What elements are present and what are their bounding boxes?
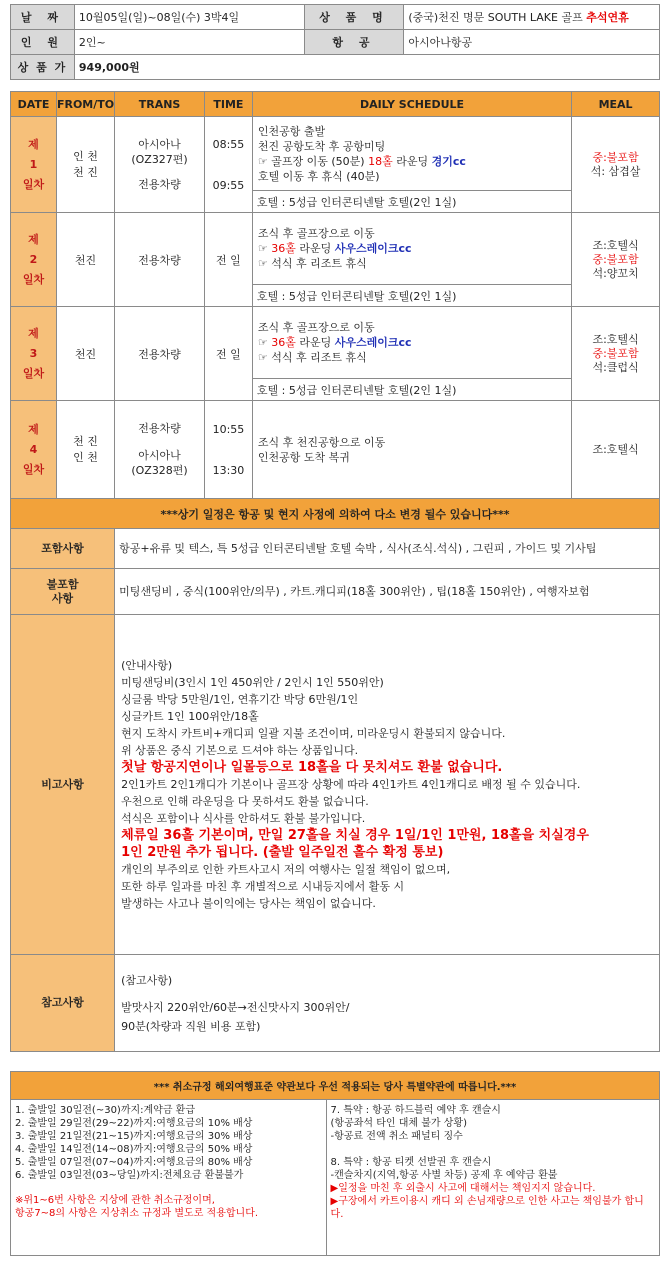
price-value: 949,000원 — [74, 55, 659, 80]
cancellation-table — [10, 1071, 660, 1256]
cancel-body-row — [11, 1100, 660, 1256]
date-value: 10월05일(일)~08일(수) 3박4일 — [74, 5, 304, 30]
col-time: TIME — [204, 92, 252, 117]
day4-label: 제 4 일차 — [11, 401, 57, 499]
people-value: 2인~ — [74, 30, 304, 55]
day4-from-to: 천 진 인 천 — [56, 401, 114, 499]
day1-row — [11, 117, 660, 191]
cancel-right-note-1: ▶일정을 마친 후 외출시 사고에 대해서는 책임지지 않습니다. — [330, 1183, 596, 1194]
includes-text: 항공+유류 및 텍스, 특 5성급 인터콘티넨탈 호텔 숙박 , 식사(조식.석식) , 그린피 , 가이드 및 기사팁 — [115, 529, 660, 569]
day3-label: 제 3 일차 — [11, 307, 57, 401]
day3-meal: 조:호텔식 중:불포함 석:클럽식 — [572, 307, 660, 401]
reference-label: 참고사항 — [11, 955, 115, 1052]
schedule-notice: ***상기 일정은 항공 및 현지 사정에 의하여 다소 변경 될수 있습니다*** — [11, 499, 660, 529]
day1-schedule: 인천공항 출발 천진 공항도착 후 공항미팅 ☞ 골프장 이동 (50분) 18홀 라운딩 경기cc 호텔 이동 후 휴식 (40분) — [252, 117, 571, 191]
day2-from-to: 천진 — [56, 213, 114, 307]
day3-time: 전 일 — [204, 307, 252, 401]
day1-time: 08:55 09:55 — [204, 117, 252, 213]
remarks-text: (안내사항) 미팅샌딩비(3인시 1인 450위안 / 2인시 1인 550위안) 싱글룸 박당 5만원/1인, 연휴기간 박당 6만원/1인 싱글카트 1인 100위안/18홀 현지 도착시 카트비+캐디피 일괄 지불 조건이며, 미라운딩시 환불되지 않습니다. 위 상품은 중식 기본으로 드셔야 하는 상품입니다. 첫날 항공지연이나 일몰등으로 18홀을 다 못치셔도 환불 없습니다. 2인1카트 2인1캐디가 기본이나 골프장 상황에 따라 4인1카트 4인1캐디로 배정 될 수 있습니다. 우천으로 인해 라운딩을 다 못하셔도 환불 없습니다. 석식은 포함이나 식사를 안하셔도 환불 불가입니다. 체류일 36홀 기본이며, 만일 27홀을 치실 경우 1일/1인 1만원, 18홀을 치실경우 1인 2만원 추가 됩니다. (출발 일주일전 홀수 확정 통보) 개인의 부주의로 인한 카트사고시 저의 여행사는 일절 책임이 없으며, 또한 하루 일과를 마친 후 개별적으로 시내등지에서 활동 시 발생하는 사고나 불이익에는 당사는 책임이 없습니다. — [115, 615, 660, 955]
cancel-left: 1. 출발일 30일전(~30)까지:계약금 환급 2. 출발일 29일전(29~22)까지:여행요금의 10% 배상 3. 출발일 21일전(21~15)까지:여행요금의 30% 배상 4. 출발일 14일전(14~08)까지:여행요금의 50% 배상 5. 출발일 07일전(07~04)까지:여행요금의 80% 배상 6. 출발일 03일전(03~당일)까지:전체요금 환불불가 ※위1~6번 사항은 지상에 관한 취소규정이며, 항공7~8의 사항은 지상취소 규정과 별도로 적용합니다. — [11, 1100, 327, 1256]
day1-hotel: 호텔 : 5성급 인터콘티넨탈 호텔(2인 1실) — [252, 191, 571, 213]
day3-schedule: 조식 후 골프장으로 이동 ☞ 36홀 라운딩 사우스레이크cc ☞ 석식 후 리조트 휴식 — [252, 307, 571, 379]
day4-meal: 조:호텔식 — [572, 401, 660, 499]
remarks-warning-1: 첫날 항공지연이나 일몰등으로 18홀을 다 못치셔도 환불 없습니다. — [121, 760, 503, 775]
cancel-header: *** 취소규정 해외여행표준 약관보다 우선 적용되는 당사 특별약관에 따릅니다.*** — [11, 1072, 660, 1100]
airline-label: 항 공 — [304, 30, 404, 55]
day4-trans: 전용차량 아시아나 (OZ328편) — [115, 401, 205, 499]
day1-label: 제 1 일차 — [11, 117, 57, 213]
holiday-badge: 추석연휴 — [586, 11, 629, 24]
reference-text: (참고사항) 발맛사지 220위안/60분→전신맛사지 300위안/ 90분(차량과 직원 비용 포함) — [115, 955, 660, 1052]
trip-info-table — [10, 4, 660, 80]
col-trans: TRANS — [115, 92, 205, 117]
col-from-to: FROM/TO — [56, 92, 114, 117]
remarks-warning-3: 1인 2만원 추가 됩니다. (출발 일주일전 홀수 확정 통보) — [121, 845, 444, 860]
schedule-table — [10, 91, 660, 1052]
product-value: (중국)천진 명문 SOUTH LAKE 골프 추석연휴 — [404, 5, 660, 30]
price-label: 상 품 가 — [11, 55, 75, 80]
cancel-left-note-2: 항공7~8의 사항은 지상취소 규정과 별도로 적용합니다. — [15, 1208, 259, 1219]
day3-trans: 전용차량 — [115, 307, 205, 401]
day4-schedule: 조식 후 천진공항으로 이동 인천공항 도착 복귀 — [252, 401, 571, 499]
col-daily-schedule: DAILY SCHEDULE — [252, 92, 571, 117]
day2-meal: 조:호텔식 중:불포함 석:양꼬치 — [572, 213, 660, 307]
day2-hotel: 호텔 : 5성급 인터콘티넨탈 호텔(2인 1실) — [252, 285, 571, 307]
day3-hotel: 호텔 : 5성급 인터콘티넨탈 호텔(2인 1실) — [252, 379, 571, 401]
day3-row — [11, 307, 660, 379]
date-label: 날 짜 — [11, 5, 75, 30]
people-label: 인 원 — [11, 30, 75, 55]
excludes-label: 불포함 사항 — [11, 569, 115, 615]
day2-row — [11, 213, 660, 285]
excludes-text: 미팅샌딩비 , 중식(100위안/의무) , 카트.캐디피(18홀 300위안) , 팁(18홀 150위안) , 여행자보험 — [115, 569, 660, 615]
notice-row — [11, 499, 660, 529]
col-date: DATE — [11, 92, 57, 117]
remarks-warning-2: 체류일 36홀 기본이며, 만일 27홀을 치실 경우 1일/1인 1만원, 18홀을 치실경우 — [121, 828, 589, 843]
reference-row — [11, 955, 660, 1052]
cancel-header-row — [11, 1072, 660, 1100]
day2-trans: 전용차량 — [115, 213, 205, 307]
schedule-header-row — [11, 92, 660, 117]
airline-value: 아시아나항공 — [404, 30, 660, 55]
col-meal: MEAL — [572, 92, 660, 117]
day2-schedule: 조식 후 골프장으로 이동 ☞ 36홀 라운딩 사우스레이크cc ☞ 석식 후 리조트 휴식 — [252, 213, 571, 285]
day4-time: 10:55 13:30 — [204, 401, 252, 499]
day1-from-to: 인 천 천 진 — [56, 117, 114, 213]
day1-trans: 아시아나 (OZ327편) 전용차량 — [115, 117, 205, 213]
day1-meal: 중:불포함 석: 삼겹살 — [572, 117, 660, 213]
day2-label: 제 2 일차 — [11, 213, 57, 307]
product-label: 상 품 명 — [304, 5, 404, 30]
includes-label: 포함사항 — [11, 529, 115, 569]
cancel-left-note-1: ※위1~6번 사항은 지상에 관한 취소규정이며, — [15, 1195, 215, 1206]
excludes-row — [11, 569, 660, 615]
cancel-right-note-2: ▶구장에서 카트이용시 캐디 외 손님재량으로 인한 사고는 책임불가 합니다. — [330, 1196, 644, 1220]
remarks-row — [11, 615, 660, 955]
day4-row — [11, 401, 660, 499]
remarks-label: 비고사항 — [11, 615, 115, 955]
day3-from-to: 천진 — [56, 307, 114, 401]
cancel-right: 7. 특약 : 항공 하드블럭 예약 후 캔슬시 (항공좌석 타인 대체 불가 상황) -항공료 전액 취소 패널티 징수 8. 특약 : 항공 티켓 선발권 후 캔슬시 -캔슬차지(지역,항공 사별 차등) 공제 후 예약금 환불 ▶일정을 마친 후 외출시 사고에 대해서는 책임지지 않습니다. ▶구장에서 카트이용시 캐디 외 손님재량으로 인한 사고는 책임불가 합니다. — [326, 1100, 659, 1256]
day2-time: 전 일 — [204, 213, 252, 307]
includes-row — [11, 529, 660, 569]
